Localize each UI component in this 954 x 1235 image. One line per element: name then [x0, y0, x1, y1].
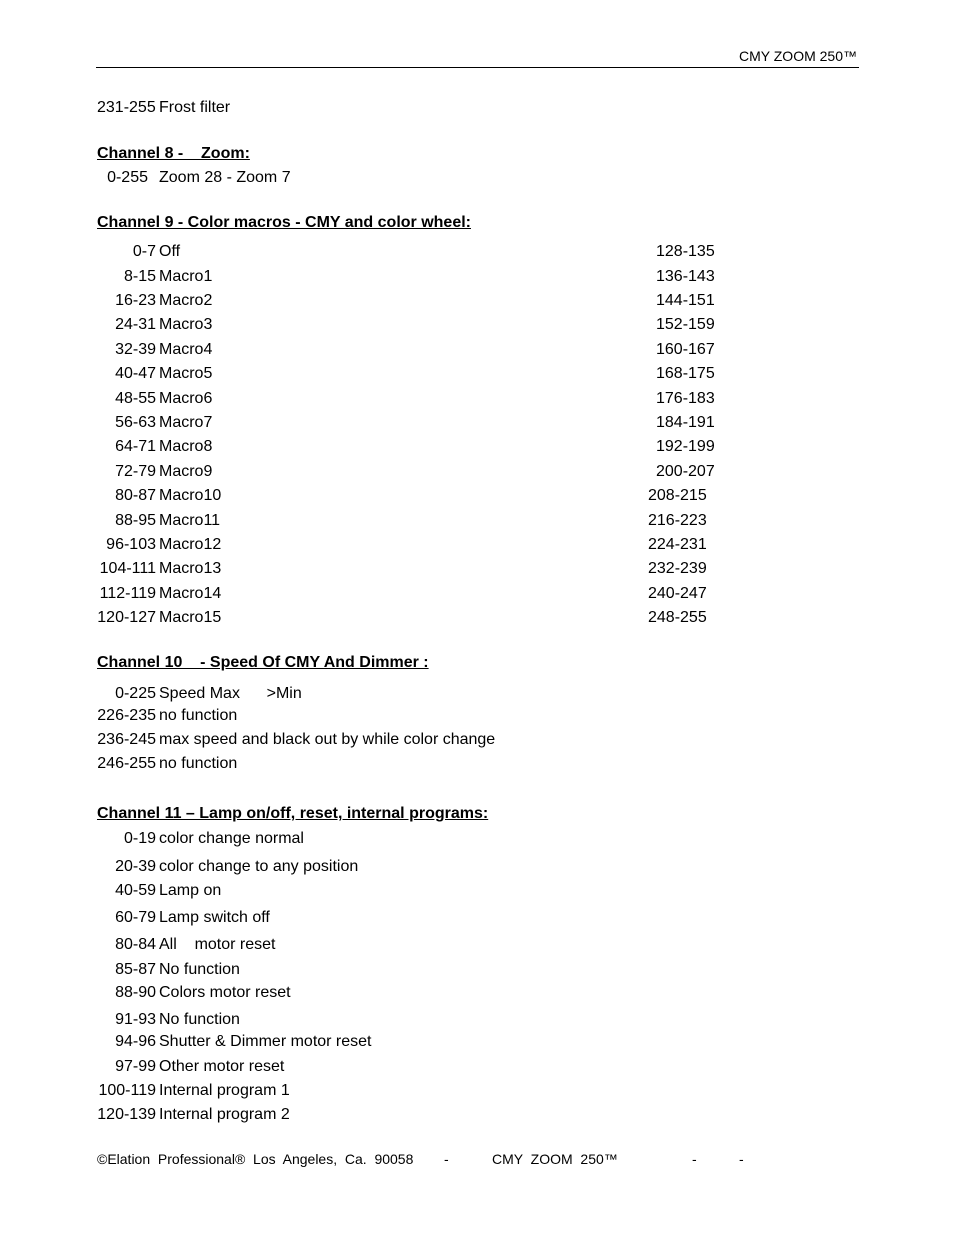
channel-9-range: 40-47 [115, 365, 156, 382]
channel-9-description: Macro6 [159, 390, 213, 407]
channel-11-description: Colors motor reset [159, 984, 291, 1001]
channel-9-range: 72-79 [115, 463, 156, 480]
channel-9-description: Macro10 [159, 487, 222, 504]
channel-11-description: Internal program 1 [159, 1082, 290, 1099]
channel-11-range: 60-79 [115, 909, 156, 926]
channel-9-description: Macro5 [159, 365, 213, 382]
channel-9-range: 112-119 [99, 585, 156, 602]
footer-company: ©Elation Professional® Los Angeles, Ca. 90058 [97, 1151, 414, 1167]
footer-separator: - [692, 1151, 697, 1167]
channel-9-range: 24-31 [115, 316, 156, 333]
channel-11-description: No function [159, 961, 240, 978]
channel-9-right-range: 136-143 [656, 268, 715, 285]
channel-11-description: No function [159, 1011, 240, 1028]
channel-9-range: 80-87 [115, 487, 156, 504]
channel-11-description: Lamp switch off [159, 909, 270, 926]
channel-9-range: 0-7 [132, 243, 156, 260]
channel-9-range: 56-63 [115, 414, 156, 431]
channel-11-description: color change to any position [159, 858, 359, 875]
channel-9-right-range: 240-247 [648, 585, 707, 602]
channel-11-range: 85-87 [115, 961, 156, 978]
footer-product: CMY ZOOM 250™ [492, 1151, 618, 1167]
channel-11-description: All motor reset [159, 936, 276, 953]
channel-11-description: Internal program 2 [159, 1106, 290, 1123]
channel-8-description: Zoom 28 - Zoom 7 [159, 169, 291, 186]
channel-9-right-range: 152-159 [656, 316, 715, 333]
channel-11-range: 20-39 [115, 858, 156, 875]
channel-10-heading: Channel 10 - Speed Of CMY And Dimmer : [97, 654, 429, 671]
channel-11-heading: Channel 11 – Lamp on/off, reset, internal programs: [97, 805, 489, 822]
channel-9-range: 32-39 [115, 341, 156, 358]
footer-separator: - [444, 1151, 449, 1167]
channel-9-description: Macro1 [159, 268, 213, 285]
channel-9-range: 96-103 [106, 536, 156, 553]
channel-9-right-range: 144-151 [656, 292, 715, 309]
channel-11-description: Lamp on [159, 882, 222, 899]
channel-9-description: Macro7 [159, 414, 213, 431]
channel-11-range: 94-96 [115, 1033, 156, 1050]
channel-8-range: 0-255 [107, 169, 148, 186]
channel-9-range: 64-71 [115, 438, 156, 455]
channel-9-range: 88-95 [115, 512, 156, 529]
channel-11-range: 100-119 [98, 1082, 156, 1099]
channel-9-description: Macro9 [159, 463, 213, 480]
channel-9-right-range: 176-183 [656, 390, 715, 407]
channel-10-range: 0-225 [115, 685, 156, 702]
channel-8-heading: Channel 8 - Zoom: [97, 145, 250, 162]
channel-11-description: color change normal [159, 830, 304, 847]
channel-11-range: 40-59 [115, 882, 156, 899]
channel-9-description: Macro4 [159, 341, 213, 358]
channel-11-range: 120-139 [97, 1106, 156, 1123]
channel-9-right-range: 192-199 [656, 438, 715, 455]
channel-9-right-range: 232-239 [648, 560, 707, 577]
channel-9-right-range: 184-191 [656, 414, 715, 431]
intro-range: 231-255 [97, 99, 156, 116]
channel-9-range: 16-23 [115, 292, 156, 309]
intro-description: Frost filter [159, 99, 231, 116]
header-divider [96, 67, 859, 68]
channel-9-description: Macro3 [159, 316, 213, 333]
channel-11-range: 80-84 [115, 936, 156, 953]
channel-11-description: Other motor reset [159, 1058, 285, 1075]
channel-9-description: Macro14 [159, 585, 222, 602]
channel-9-heading: Channel 9 - Color macros - CMY and color wheel: [97, 214, 471, 231]
channel-9-description: Macro11 [159, 512, 221, 529]
channel-11-range: 88-90 [115, 984, 156, 1001]
channel-9-description: Off [159, 243, 181, 260]
channel-9-range: 48-55 [115, 390, 156, 407]
channel-9-description: Macro2 [159, 292, 213, 309]
channel-9-right-range: 216-223 [648, 512, 707, 529]
channel-9-right-range: 224-231 [648, 536, 707, 553]
channel-9-description: Macro12 [159, 536, 222, 553]
channel-9-description: Macro13 [159, 560, 222, 577]
channel-9-range: 104-111 [99, 560, 156, 577]
channel-9-right-range: 160-167 [656, 341, 715, 358]
channel-9-right-range: 128-135 [656, 243, 715, 260]
channel-11-range: 97-99 [115, 1058, 156, 1075]
channel-10-description: max speed and black out by while color change [159, 731, 496, 748]
channel-10-description: no function [159, 707, 238, 724]
channel-10-description: no function [159, 755, 238, 772]
channel-9-right-range: 248-255 [648, 609, 707, 626]
channel-9-range: 120-127 [97, 609, 156, 626]
channel-9-description: Macro8 [159, 438, 213, 455]
channel-11-description: Shutter & Dimmer motor reset [159, 1033, 372, 1050]
channel-10-range: 246-255 [97, 755, 156, 772]
channel-10-range: 226-235 [97, 707, 156, 724]
channel-9-right-range: 200-207 [656, 463, 715, 480]
channel-10-description: Speed Max >Min [159, 685, 302, 702]
footer-separator: - [739, 1151, 744, 1167]
channel-9-right-range: 208-215 [648, 487, 707, 504]
header-title: CMY ZOOM 250™ [739, 48, 857, 64]
channel-9-range: 8-15 [123, 268, 156, 285]
channel-9-description: Macro15 [159, 609, 222, 626]
channel-9-right-range: 168-175 [656, 365, 715, 382]
channel-11-range: 0-19 [123, 830, 156, 847]
channel-10-range: 236-245 [97, 731, 156, 748]
channel-11-range: 91-93 [115, 1011, 156, 1028]
